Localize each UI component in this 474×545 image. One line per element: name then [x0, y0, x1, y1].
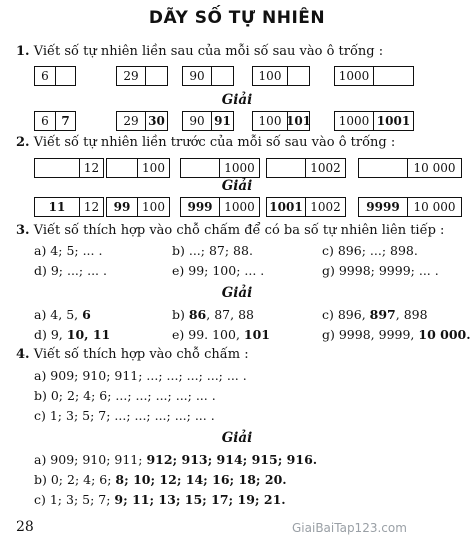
- box-right-cell: 101: [285, 114, 312, 128]
- number-box-pair: [106, 158, 170, 178]
- box-left-cell: 6: [41, 114, 49, 128]
- ex3-answer: g) 9998, 9999, 10 000.: [322, 327, 471, 342]
- box-right-cell: [211, 67, 233, 85]
- solution-label: Giải: [221, 92, 253, 108]
- exercise-3-prompt: [16, 223, 444, 238]
- ex4-answer: a) 909; 910; 911; 912; 913; 914; 915; 916.: [34, 452, 318, 467]
- box-left-cell: 90: [189, 69, 205, 83]
- number-box-pair: [34, 197, 104, 217]
- box-left-cell: [107, 159, 137, 177]
- number-box-pair: [34, 111, 76, 131]
- exercise-number: 2.: [16, 135, 30, 150]
- ex3-item: a) 4; 5; ... .: [34, 243, 103, 258]
- exercise-number: 1.: [16, 44, 30, 59]
- box-left-cell: 29: [123, 114, 139, 128]
- solution-label: Giải: [221, 430, 253, 446]
- box-right-cell: 1000: [219, 198, 259, 216]
- box-left-cell: [35, 159, 79, 177]
- number-box-pair: [34, 158, 104, 178]
- box-right-cell: 91: [211, 112, 233, 130]
- box-right-cell: 1002: [305, 198, 345, 216]
- box-right-cell: 1000: [219, 159, 259, 177]
- box-left-cell: 1000: [338, 114, 370, 128]
- page-number: 28: [16, 519, 34, 535]
- exercise-text: Viết số thích hợp vào chỗ chấm để có ba số tự nhiên liên tiếp :: [33, 223, 445, 238]
- exercise-number: 4.: [16, 347, 30, 362]
- number-box-pair: [334, 111, 414, 131]
- box-left-cell: 100: [258, 69, 282, 83]
- number-box-pair: [34, 66, 76, 86]
- number-box-pair: [334, 66, 414, 86]
- box-right-cell: 12: [79, 159, 103, 177]
- number-box-pair: [180, 197, 260, 217]
- watermark: GiaiBaiTap123.com: [292, 521, 407, 535]
- ex3-item: e) 99; 100; ... .: [172, 263, 265, 278]
- box-left-cell: 9999: [366, 200, 400, 214]
- box-left-cell: [267, 159, 305, 177]
- box-left-cell: 29: [123, 69, 139, 83]
- exercise-number: 3.: [16, 223, 30, 238]
- box-left-cell: 1001: [269, 200, 303, 214]
- ex4-answer: b) 0; 2; 4; 6; 8; 10; 12; 14; 16; 18; 20.: [34, 472, 287, 487]
- number-box-pair: [358, 197, 462, 217]
- box-left-cell: 6: [41, 69, 49, 83]
- box-left-cell: 1000: [338, 69, 370, 83]
- box-right-cell: 30: [145, 112, 167, 130]
- box-right-cell: 10 000: [407, 159, 461, 177]
- ex3-answer: e) 99. 100, 101: [172, 327, 270, 342]
- ex4-item: c) 1; 3; 5; 7; ...; ...; ...; ...; ... .: [34, 408, 215, 423]
- number-box-pair: [116, 111, 168, 131]
- ex3-item: b) ...; 87; 88.: [172, 243, 253, 258]
- exercise-text: Viết số tự nhiên liền trước của mỗi số sau vào ô trống :: [33, 135, 396, 150]
- box-left-cell: 11: [48, 200, 66, 214]
- ex4-item: a) 909; 910; 911; ...; ...; ...; ...; ... .: [34, 368, 247, 383]
- box-right-cell: 12: [79, 198, 103, 216]
- box-left-cell: 999: [187, 200, 213, 214]
- box-right-cell: 7: [55, 112, 75, 130]
- box-right-cell: [373, 67, 413, 85]
- box-right-cell: 100: [137, 159, 169, 177]
- box-right-cell: [287, 67, 309, 85]
- number-box-pair: [180, 158, 260, 178]
- box-left-cell: 100: [258, 114, 282, 128]
- ex3-answer: c) 896, 897, 898: [322, 307, 428, 322]
- box-left-cell: 99: [113, 200, 131, 214]
- number-box-pair: [252, 66, 310, 86]
- solution-label: Giải: [221, 178, 253, 194]
- number-box-pair: [252, 111, 310, 131]
- ex3-answer: a) 4, 5, 6: [34, 307, 91, 322]
- box-right-cell: 1001: [373, 112, 413, 130]
- ex3-answer: b) 86, 87, 88: [172, 307, 254, 322]
- exercise-2-prompt: [16, 135, 395, 150]
- box-left-cell: 90: [189, 114, 205, 128]
- number-box-pair: [358, 158, 462, 178]
- number-box-pair: [266, 158, 346, 178]
- exercise-text: Viết số tự nhiên liền sau của mỗi số sau vào ô trống :: [33, 44, 384, 59]
- box-right-cell: 10 000: [407, 198, 461, 216]
- box-right-cell: 1002: [305, 159, 345, 177]
- page-title: DÃY SỐ TỰ NHIÊN: [148, 8, 326, 28]
- number-box-pair: [266, 197, 346, 217]
- ex3-item: d) 9; ...; ... .: [34, 263, 107, 278]
- ex3-answer: d) 9, 10, 11: [34, 327, 111, 342]
- box-left-cell: [359, 159, 407, 177]
- ex4-answer: c) 1; 3; 5; 7; 9; 11; 13; 15; 17; 19; 21.: [34, 492, 286, 507]
- number-box-pair: [116, 66, 168, 86]
- box-left-cell: [181, 159, 219, 177]
- number-box-pair: [182, 66, 234, 86]
- box-right-cell: [55, 67, 75, 85]
- solution-label: Giải: [221, 285, 253, 301]
- box-right-cell: [145, 67, 167, 85]
- ex3-item: c) 896; ...; 898.: [322, 243, 418, 258]
- ex3-item: g) 9998; 9999; ... .: [322, 263, 439, 278]
- number-box-pair: [182, 111, 234, 131]
- exercise-4-prompt: [16, 347, 249, 362]
- number-box-pair: [106, 197, 170, 217]
- exercise-1-prompt: [16, 44, 383, 59]
- exercise-text: Viết số thích hợp vào chỗ chấm :: [33, 347, 249, 362]
- box-right-cell: 100: [137, 198, 169, 216]
- ex4-item: b) 0; 2; 4; 6; ...; ...; ...; ...; ... .: [34, 388, 216, 403]
